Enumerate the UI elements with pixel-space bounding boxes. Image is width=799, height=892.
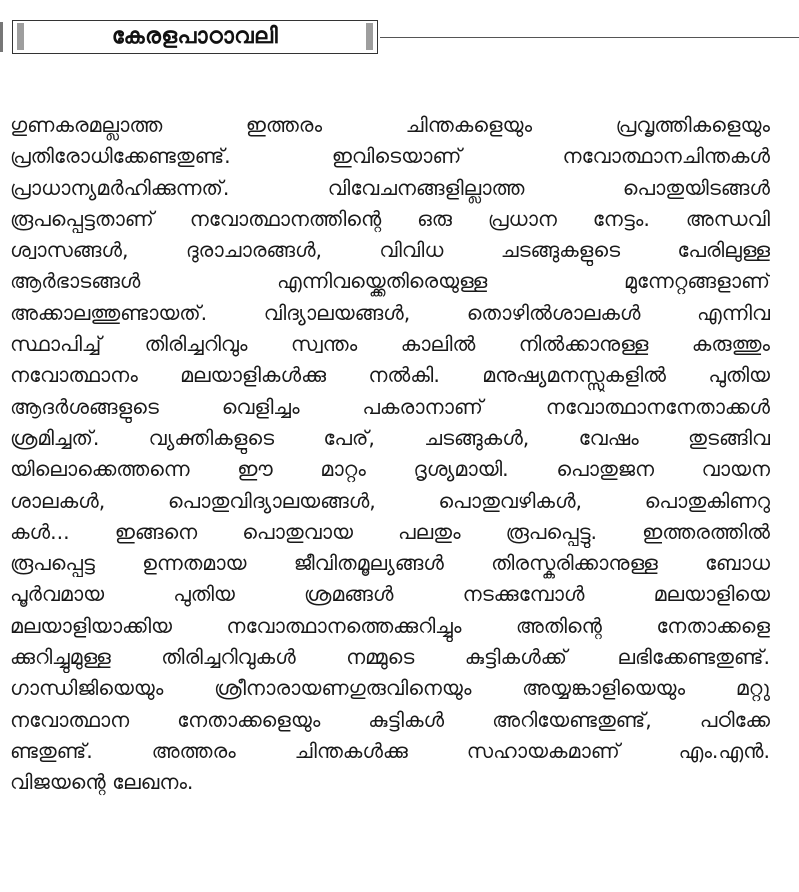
text-line: പ്രാധാന്യമർഹിക്കുന്നത്. വിവേചനങ്ങളില്ലാത്ത പൊതുയിടങ്ങൾ (10, 175, 770, 200)
text-line: സ്ഥാപിച്ച് തിരിച്ചറിവും സ്വന്തം കാലിൽ നിൽക്കാനുള്ള കരുത്തും (10, 332, 770, 357)
text-line: മലയാളിയാക്കിയ നവോത്ഥാനത്തെക്കുറിച്ചും അതിന്റെ നേതാക്കളെ (10, 613, 770, 638)
header-title: കേരളപാഠാവലി (111, 24, 279, 49)
header-right-bar (366, 23, 373, 50)
text-line: കൾ... ഇങ്ങനെ പൊതുവായ പലതും രൂപപ്പെട്ടു. ഇത്തരത്തിൽ (10, 519, 770, 544)
text-line: ആർഭാടങ്ങൾ എന്നിവയ്ക്കെതിരെയുള്ള മുന്നേറ്റങ്ങളാണ് (10, 269, 770, 294)
body-paragraph (10, 110, 770, 799)
text-line: ശ്രമിച്ചത്. വ്യക്തികളുടെ പേര്, ചടങ്ങുകൾ, വേഷം തുടങ്ങിവ (10, 425, 770, 450)
text-line: വിജയന്റെ ലേഖനം. (10, 770, 194, 795)
text-line: രൂപപ്പെട്ട ഉന്നതമായ ജീവിതമൂല്യങ്ങൾ തിരസ്കരിക്കാനുള്ള ബോധ (10, 551, 770, 576)
text-line: യിലൊക്കെത്തന്നെ ഈ മാറ്റം ദൃശ്യമായി. പൊതുജന വായന (10, 457, 770, 482)
text-line: പൂർവമായ പുതിയ ശ്രമങ്ങൾ നടക്കുമ്പോൾ മലയാളിയെ (10, 582, 770, 607)
text-line: പ്രതിരോധിക്കേണ്ടതുണ്ട്. ഇവിടെയാണ് നവോത്ഥാനചിന്തകൾ (10, 144, 770, 169)
running-header (12, 20, 378, 54)
text-line: നവോത്ഥാനം മലയാളികൾക്കു നൽകി. മനുഷ്യമനസ്സുകളിൽ പുതിയ (10, 363, 770, 388)
header-rule (380, 37, 799, 38)
text-line: ശാലകൾ, പൊതുവിദ്യാലയങ്ങൾ, പൊതുവഴികൾ, പൊതുകിണറു (10, 488, 770, 513)
text-line: ആദർശങ്ങളുടെ വെളിച്ചം പകരാനാണ് നവോത്ഥാനനേതാക്കൾ (10, 394, 770, 419)
left-border-mark (0, 22, 3, 52)
text-line: ശ്വാസങ്ങൾ, ദുരാചാരങ്ങൾ, വിവിധ ചടങ്ങുകളുടെ പേരിലുള്ള (10, 238, 770, 263)
text-line: ഗാന്ധിജിയെയും ശ്രീനാരായണഗുരുവിനെയും അയ്യങ്കാളിയെയും മറ്റു (10, 676, 770, 701)
text-line: നവോത്ഥാന നേതാക്കളെയും കുട്ടികൾ അറിയേണ്ടതുണ്ട്, പഠിക്കേ (10, 707, 770, 732)
text-line: അക്കാലത്തുണ്ടായത്. വിദ്യാലയങ്ങൾ, തൊഴിൽശാലകൾ എന്നിവ (10, 300, 770, 325)
text-line: ഗുണകരമല്ലാത്ത ഇത്തരം ചിന്തകളെയും പ്രവൃത്തികളെയും (10, 113, 770, 137)
text-line: ക്കുറിച്ചുമുള്ള തിരിച്ചറിവുകൾ നമ്മുടെ കുട്ടികൾക്ക് ലഭിക്കേണ്ടതുണ്ട്. (10, 645, 770, 670)
header-left-bar (17, 23, 24, 50)
text-line: ണ്ടതുണ്ട്. അത്തരം ചിന്തകൾക്കു സഹായകമാണ് എം.എൻ. (10, 738, 770, 763)
text-line: രൂപപ്പെട്ടതാണ് നവോത്ഥാനത്തിന്റെ ഒരു പ്രധാന നേട്ടം. അന്ധവി (10, 206, 770, 231)
